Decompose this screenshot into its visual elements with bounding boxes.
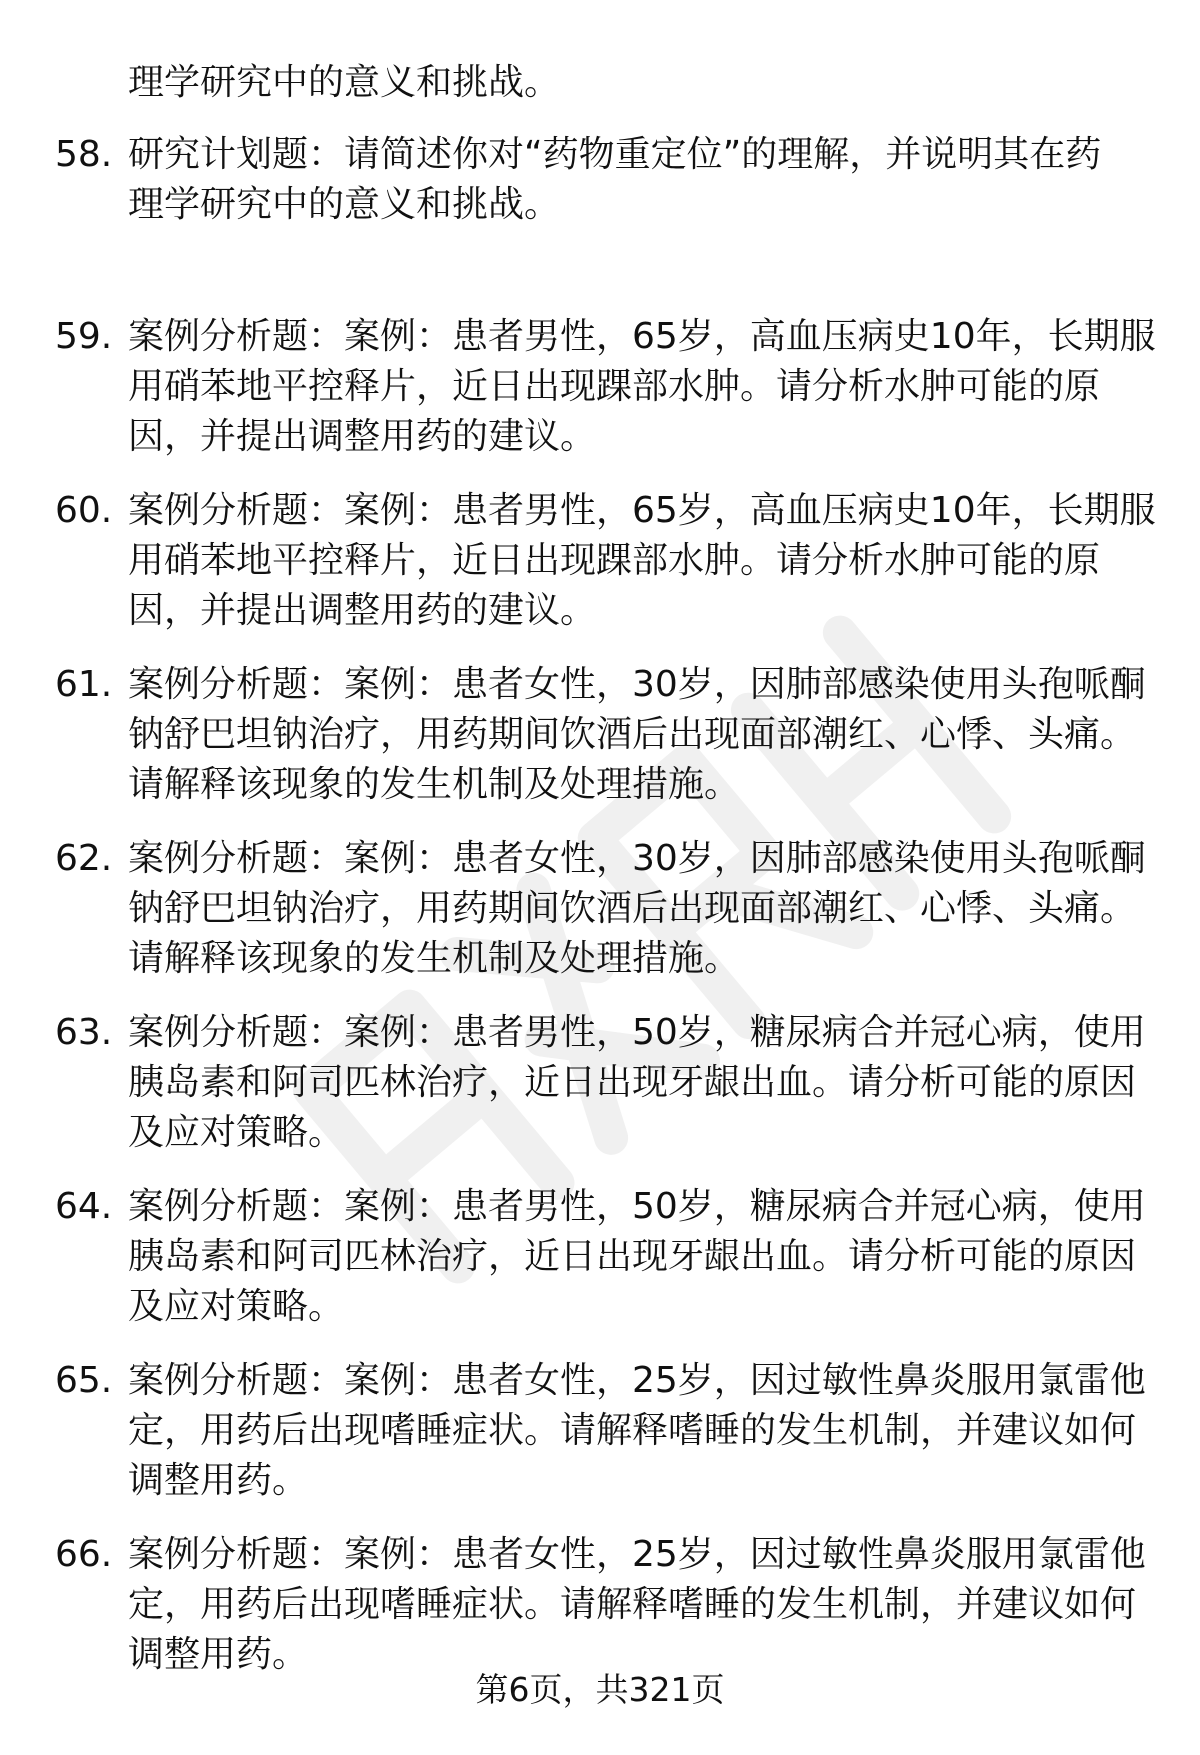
question-item-62 [0,834,1200,1008]
question-text [128,1530,1158,1680]
question-line: 用硝苯地平控释片，近日出现踝部水肿。请分析水肿可能的原 [128,366,1101,407]
question-line: 用硝苯地平控释片，近日出现踝部水肿。请分析水肿可能的原 [128,540,1101,581]
question-number: 66. [55,1534,113,1575]
question-item-61 [0,660,1200,834]
question-line: 因，并提出调整用药的建议。 [128,416,597,457]
question-text [128,834,1158,984]
question-item-59 [0,312,1200,486]
question-number: 62. [55,838,113,879]
question-list [0,130,1200,1704]
question-line: 请解释该现象的发生机制及处理措施。 [128,764,741,805]
page-footer: 第6页，共321页 [475,1670,725,1709]
question-text [128,486,1158,636]
question-line: 钠舒巴坦钠治疗，用药期间饮酒后出现面部潮红、心悸、头痛。 [128,888,1137,929]
question-line: 请解释该现象的发生机制及处理措施。 [128,938,741,979]
question-line: 研究计划题：请简述你对“药物重定位”的理解，并说明其在药 [128,134,1102,175]
question-text [128,1356,1158,1506]
question-number: 61. [55,664,113,705]
question-number: 64. [55,1186,113,1227]
question-line: 定，用药后出现嗜睡症状。请解释嗜睡的发生机制，并建议如何 [128,1584,1137,1625]
continuation-text: 理学研究中的意义和挑战。 [128,62,561,103]
question-line: 案例分析题：案例：患者男性，65岁，高血压病史10年，长期服 [128,490,1156,531]
question-line: 调整用药。 [128,1634,309,1675]
question-text [128,130,1158,230]
question-item-63 [0,1008,1200,1182]
question-line: 案例分析题：案例：患者女性，25岁，因过敏性鼻炎服用氯雷他 [128,1534,1146,1575]
question-line: 及应对策略。 [128,1286,345,1327]
question-item-58 [0,130,1200,312]
question-line: 钠舒巴坦钠治疗，用药期间饮酒后出现面部潮红、心悸、头痛。 [128,714,1137,755]
question-item-64 [0,1182,1200,1356]
question-text [128,1008,1158,1158]
question-line: 定，用药后出现嗜睡症状。请解释嗜睡的发生机制，并建议如何 [128,1410,1137,1451]
question-line: 案例分析题：案例：患者女性，30岁，因肺部感染使用头孢哌酮 [128,838,1146,879]
question-text [128,312,1158,462]
question-line: 案例分析题：案例：患者女性，30岁，因肺部感染使用头孢哌酮 [128,664,1146,705]
question-text [128,660,1158,810]
question-line: 及应对策略。 [128,1112,345,1153]
question-line: 调整用药。 [128,1460,309,1501]
question-number: 59. [55,316,113,357]
question-line: 案例分析题：案例：患者男性，65岁，高血压病史10年，长期服 [128,316,1156,357]
question-line: 因，并提出调整用药的建议。 [128,590,597,631]
question-item-65 [0,1356,1200,1530]
question-number: 65. [55,1360,113,1401]
question-line: 案例分析题：案例：患者女性，25岁，因过敏性鼻炎服用氯雷他 [128,1360,1146,1401]
question-number: 60. [55,490,113,531]
question-line: 胰岛素和阿司匹林治疗，近日出现牙龈出血。请分析可能的原因 [128,1236,1137,1277]
question-line: 案例分析题：案例：患者男性，50岁，糖尿病合并冠心病，使用 [128,1012,1146,1053]
question-number: 58. [55,134,113,175]
question-line: 案例分析题：案例：患者男性，50岁，糖尿病合并冠心病，使用 [128,1186,1146,1227]
question-text [128,1182,1158,1332]
question-item-60 [0,486,1200,660]
question-line: 胰岛素和阿司匹林治疗，近日出现牙龈出血。请分析可能的原因 [128,1062,1137,1103]
question-number: 63. [55,1012,113,1053]
question-line: 理学研究中的意义和挑战。 [128,184,561,225]
